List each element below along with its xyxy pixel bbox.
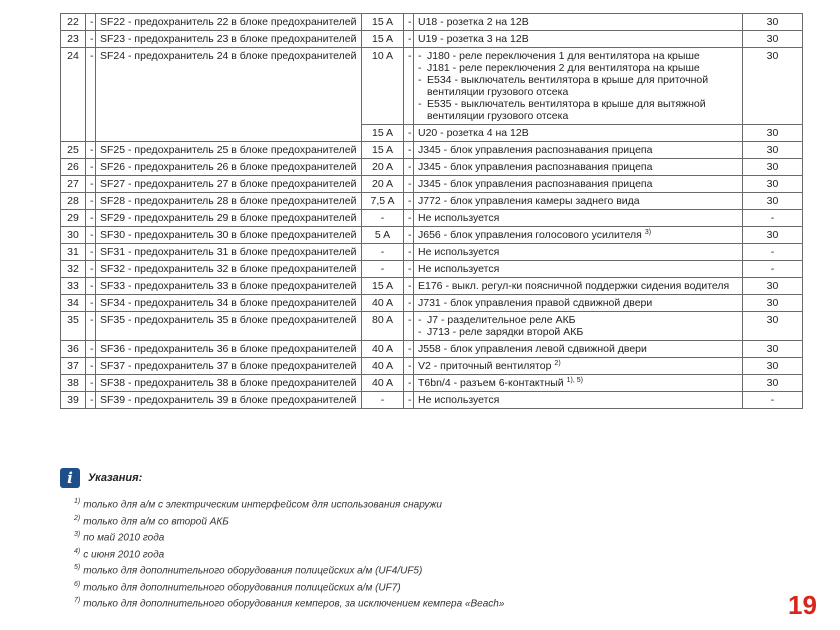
consumer-text: U18 - розетка 2 на 12В	[418, 16, 529, 28]
note-text: только для а/м с электрическим интерфейсом для использования снаружи	[83, 499, 442, 511]
fuse-amperage: 80 A	[362, 312, 404, 341]
row-separator: -	[404, 210, 414, 227]
note-number: 6)	[74, 580, 81, 588]
consumer-text: J180 - реле переключения 1 для вентилятора на крыше	[427, 50, 700, 62]
fuse-name: SF34 - предохранитель 34 в блоке предохранителей	[96, 295, 362, 312]
consumer-text: U20 - розетка 4 на 12В	[418, 127, 529, 139]
consumer-text: Не используется	[418, 246, 500, 258]
fuse-amperage: 20 A	[362, 176, 404, 193]
consumer-text: J345 - блок управления распознавания прицепа	[418, 161, 653, 173]
terminal-value: -	[743, 392, 803, 409]
consumer-text: J713 - реле зарядки второй АКБ	[427, 326, 584, 338]
row-separator: -	[404, 358, 414, 375]
fuse-name: SF24 - предохранитель 24 в блоке предохранителей	[96, 48, 362, 125]
row-separator: -	[404, 341, 414, 358]
row-separator: -	[86, 392, 96, 409]
fuse-amperage: 15 A	[362, 278, 404, 295]
row-separator: -	[404, 14, 414, 31]
row-separator: -	[404, 278, 414, 295]
fuse-name: SF36 - предохранитель 36 в блоке предохранителей	[96, 341, 362, 358]
note-text: только для дополнительного оборудования полицейских а/м (UF4/UF5)	[83, 565, 423, 577]
consumer-text: J731 - блок управления правой сдвижной двери	[418, 297, 653, 309]
fuse-name: SF30 - предохранитель 30 в блоке предохранителей	[96, 227, 362, 244]
row-separator: -	[86, 278, 96, 295]
consumer-line	[418, 394, 738, 406]
terminal-value: 30	[743, 278, 803, 295]
row-separator: -	[404, 261, 414, 278]
row-number: 29	[61, 210, 86, 227]
consumer-line	[418, 144, 738, 156]
consumer-line	[418, 360, 738, 372]
fuse-amperage: 15 A	[362, 125, 404, 142]
terminal-value: 30	[743, 176, 803, 193]
fuse-amperage: 15 A	[362, 31, 404, 48]
fuse-amperage: -	[362, 210, 404, 227]
row-separator	[86, 125, 96, 142]
terminal-value: 30	[743, 358, 803, 375]
fuse-name: SF35 - предохранитель 35 в блоке предохранителей	[96, 312, 362, 341]
consumer-line	[418, 16, 738, 28]
row-separator: -	[86, 176, 96, 193]
consumer-text: U19 - розетка 3 на 12В	[418, 33, 529, 45]
consumer-text: J7 - разделительное реле АКБ	[427, 314, 576, 326]
terminal-value: 30	[743, 341, 803, 358]
note-item	[74, 597, 504, 609]
fuse-name: SF33 - предохранитель 33 в блоке предохранителей	[96, 278, 362, 295]
fuse-name: SF31 - предохранитель 31 в блоке предохранителей	[96, 244, 362, 261]
consumer-text: T6bn/4 - разъем 6-контактный $^{1), 5)}$	[418, 376, 583, 389]
fuse-table-body	[61, 14, 803, 409]
consumer-line	[418, 212, 738, 224]
consumer-text: J345 - блок управления распознавания прицепа	[418, 144, 653, 156]
consumer-line	[418, 195, 738, 207]
fuse-amperage: -	[362, 261, 404, 278]
terminal-value: 30	[743, 193, 803, 210]
table-row	[61, 176, 803, 193]
row-separator: -	[86, 159, 96, 176]
terminal-value: -	[743, 210, 803, 227]
consumer-line	[418, 377, 738, 389]
table-row	[61, 227, 803, 244]
row-separator: -	[404, 176, 414, 193]
row-separator: -	[404, 244, 414, 261]
fuse-name: SF25 - предохранитель 25 в блоке предохранителей	[96, 142, 362, 159]
consumer-text: J772 - блок управления камеры заднего вида	[418, 195, 640, 207]
terminal-value: -	[743, 244, 803, 261]
row-number: 24	[61, 48, 86, 125]
fuse-name	[96, 125, 362, 142]
info-icon: i	[60, 468, 80, 488]
consumer-line	[418, 263, 738, 275]
fuse-amperage: 15 A	[362, 142, 404, 159]
note-number: 4)	[74, 547, 81, 555]
consumer-cell	[414, 295, 743, 312]
note-text: по май 2010 года	[83, 532, 165, 544]
note-item	[74, 581, 401, 593]
row-separator: -	[86, 48, 96, 125]
fuse-name: SF38 - предохранитель 38 в блоке предохранителей	[96, 375, 362, 392]
consumer-line: - E535 - выключатель вентилятора в крыше для вытяжной вентиляции грузового отсека	[418, 98, 738, 122]
table-row	[61, 312, 803, 341]
consumer-text: E535 - выключатель вентилятора в крыше для вытяжной вентиляции грузового отсека	[427, 98, 706, 122]
consumer-cell	[414, 244, 743, 261]
notes-title: Указания:	[88, 472, 143, 484]
consumer-text: Не используется	[418, 212, 500, 224]
fuse-name: SF22 - предохранитель 22 в блоке предохранителей	[96, 14, 362, 31]
terminal-value: 30	[743, 295, 803, 312]
fuse-amperage: -	[362, 244, 404, 261]
fuse-name: SF27 - предохранитель 27 в блоке предохранителей	[96, 176, 362, 193]
row-number: 35	[61, 312, 86, 341]
row-number: 25	[61, 142, 86, 159]
fuse-name: SF39 - предохранитель 39 в блоке предохранителей	[96, 392, 362, 409]
consumer-line	[418, 161, 738, 173]
note-text: только для дополнительного оборудования полицейских а/м (UF7)	[83, 581, 401, 593]
table-row	[61, 142, 803, 159]
consumer-cell	[414, 31, 743, 48]
footnote-ref: 2)	[554, 359, 561, 367]
consumer-line	[418, 127, 738, 139]
terminal-value: -	[743, 261, 803, 278]
row-number: 32	[61, 261, 86, 278]
table-row	[61, 210, 803, 227]
row-number: 27	[61, 176, 86, 193]
terminal-value: 30	[743, 14, 803, 31]
row-number: 31	[61, 244, 86, 261]
table-row	[61, 261, 803, 278]
fuse-amperage: 40 A	[362, 295, 404, 312]
row-number: 26	[61, 159, 86, 176]
consumer-line: - J713 - реле зарядки второй АКБ	[418, 326, 738, 338]
note-number: 2)	[74, 514, 81, 522]
fuse-amperage: -	[362, 392, 404, 409]
note-item	[74, 515, 229, 527]
consumer-cell	[414, 392, 743, 409]
consumer-line	[418, 246, 738, 258]
consumer-text: E534 - выключатель вентилятора в крыше для приточной вентиляции грузового отсека	[427, 74, 709, 98]
consumer-text: E176 - выкл. регул-ки поясничной поддержки сидения водителя	[418, 280, 730, 292]
consumer-line: - J181 - реле переключения 2 для вентилятора на крыше	[418, 62, 738, 74]
note-text: только для дополнительного оборудования кемперов, за исключением кемпера «Beach»	[83, 598, 505, 610]
consumer-text: J656 - блок управления голосового усилителя $^{3)}$	[418, 228, 652, 241]
row-number: 39	[61, 392, 86, 409]
fuse-name: SF28 - предохранитель 28 в блоке предохранителей	[96, 193, 362, 210]
row-separator: -	[404, 312, 414, 341]
row-separator: -	[404, 142, 414, 159]
consumer-text: J558 - блок управления левой сдвижной двери	[418, 343, 647, 355]
row-separator: -	[86, 295, 96, 312]
row-separator: -	[86, 244, 96, 261]
table-row	[61, 244, 803, 261]
consumer-cell	[414, 210, 743, 227]
row-number: 38	[61, 375, 86, 392]
fuse-table	[60, 13, 803, 409]
consumer-cell	[414, 142, 743, 159]
fuse-amperage: 15 A	[362, 14, 404, 31]
consumer-cell	[414, 159, 743, 176]
row-separator: -	[86, 227, 96, 244]
page-number: 19	[788, 590, 817, 620]
note-text: только для а/м со второй АКБ	[83, 515, 229, 527]
fuse-name: SF37 - предохранитель 37 в блоке предохранителей	[96, 358, 362, 375]
terminal-value: 30	[743, 312, 803, 341]
row-number: 36	[61, 341, 86, 358]
consumer-text: Не используется	[418, 263, 500, 275]
consumer-line	[418, 343, 738, 355]
table-row	[61, 295, 803, 312]
fuse-name: SF26 - предохранитель 26 в блоке предохранителей	[96, 159, 362, 176]
row-separator: -	[86, 31, 96, 48]
footnote-ref: 1), 5)	[566, 376, 583, 384]
terminal-value: 30	[743, 125, 803, 142]
fuse-amperage: 40 A	[362, 358, 404, 375]
note-item	[74, 531, 164, 543]
consumer-line: - J180 - реле переключения 1 для вентилятора на крыше	[418, 50, 738, 62]
row-separator: -	[404, 375, 414, 392]
fuse-amperage: 7,5 A	[362, 193, 404, 210]
row-separator: -	[404, 227, 414, 244]
row-separator: -	[86, 142, 96, 159]
row-number: 28	[61, 193, 86, 210]
note-item	[74, 498, 442, 510]
terminal-value: 30	[743, 159, 803, 176]
table-row	[61, 14, 803, 31]
consumer-text: Не используется	[418, 394, 500, 406]
row-number: 33	[61, 278, 86, 295]
row-separator: -	[86, 210, 96, 227]
note-number: 3)	[74, 531, 81, 538]
consumer-cell	[414, 176, 743, 193]
row-separator: -	[404, 31, 414, 48]
footnote-ref: 3)	[644, 228, 652, 236]
terminal-value: 30	[743, 142, 803, 159]
table-row	[61, 358, 803, 375]
note-number: 7)	[74, 597, 81, 604]
table-row	[61, 392, 803, 409]
table-row	[61, 125, 803, 142]
table-row	[61, 193, 803, 210]
note-number: 1)	[74, 498, 81, 505]
terminal-value: 30	[743, 48, 803, 125]
note-text: с июня 2010 года	[83, 548, 165, 560]
row-separator: -	[86, 375, 96, 392]
consumer-cell	[414, 261, 743, 278]
fuse-amperage: 5 A	[362, 227, 404, 244]
row-separator: -	[86, 193, 96, 210]
row-number	[61, 125, 86, 142]
table-row	[61, 375, 803, 392]
consumer-text: J345 - блок управления распознавания прицепа	[418, 178, 653, 190]
row-separator: -	[404, 159, 414, 176]
consumer-cell	[414, 193, 743, 210]
row-number: 30	[61, 227, 86, 244]
consumer-line	[418, 33, 738, 45]
consumer-cell	[414, 312, 743, 341]
note-item	[74, 564, 422, 576]
fuse-amperage: 40 A	[362, 341, 404, 358]
row-separator: -	[86, 312, 96, 341]
consumer-line: - J7 - разделительное реле АКБ	[418, 314, 738, 326]
table-row	[61, 48, 803, 125]
consumer-cell	[414, 227, 743, 244]
row-separator: -	[86, 358, 96, 375]
table-row	[61, 341, 803, 358]
fuse-amperage: 20 A	[362, 159, 404, 176]
table-row	[61, 278, 803, 295]
consumer-line	[418, 229, 738, 241]
consumer-line: - E534 - выключатель вентилятора в крыше для приточной вентиляции грузового отсека	[418, 74, 738, 98]
row-number: 23	[61, 31, 86, 48]
row-separator: -	[404, 48, 414, 125]
consumer-cell	[414, 358, 743, 375]
consumer-line	[418, 280, 738, 292]
row-separator: -	[86, 261, 96, 278]
fuse-amperage: 40 A	[362, 375, 404, 392]
row-separator: -	[404, 392, 414, 409]
terminal-value: 30	[743, 31, 803, 48]
consumer-text: V2 - приточный вентилятор $^{2)}$	[418, 359, 561, 372]
note-number: 5)	[74, 564, 81, 571]
consumer-line	[418, 297, 738, 309]
terminal-value: 30	[743, 227, 803, 244]
consumer-cell	[414, 375, 743, 392]
consumer-line	[418, 178, 738, 190]
row-separator: -	[404, 295, 414, 312]
consumer-cell	[414, 48, 743, 125]
row-number: 34	[61, 295, 86, 312]
consumer-cell	[414, 278, 743, 295]
consumer-text: J181 - реле переключения 2 для вентилятора на крыше	[427, 62, 700, 74]
row-number: 22	[61, 14, 86, 31]
consumer-cell	[414, 14, 743, 31]
row-separator: -	[404, 193, 414, 210]
fuse-name: SF29 - предохранитель 29 в блоке предохранителей	[96, 210, 362, 227]
row-separator: -	[86, 341, 96, 358]
fuse-amperage: 10 A	[362, 48, 404, 125]
row-number: 37	[61, 358, 86, 375]
terminal-value: 30	[743, 375, 803, 392]
consumer-cell	[414, 341, 743, 358]
row-separator: -	[404, 125, 414, 142]
table-row	[61, 31, 803, 48]
row-separator: -	[86, 14, 96, 31]
table-row	[61, 159, 803, 176]
fuse-name: SF23 - предохранитель 23 в блоке предохранителей	[96, 31, 362, 48]
note-item	[74, 548, 164, 560]
fuse-name: SF32 - предохранитель 32 в блоке предохранителей	[96, 261, 362, 278]
consumer-cell	[414, 125, 743, 142]
